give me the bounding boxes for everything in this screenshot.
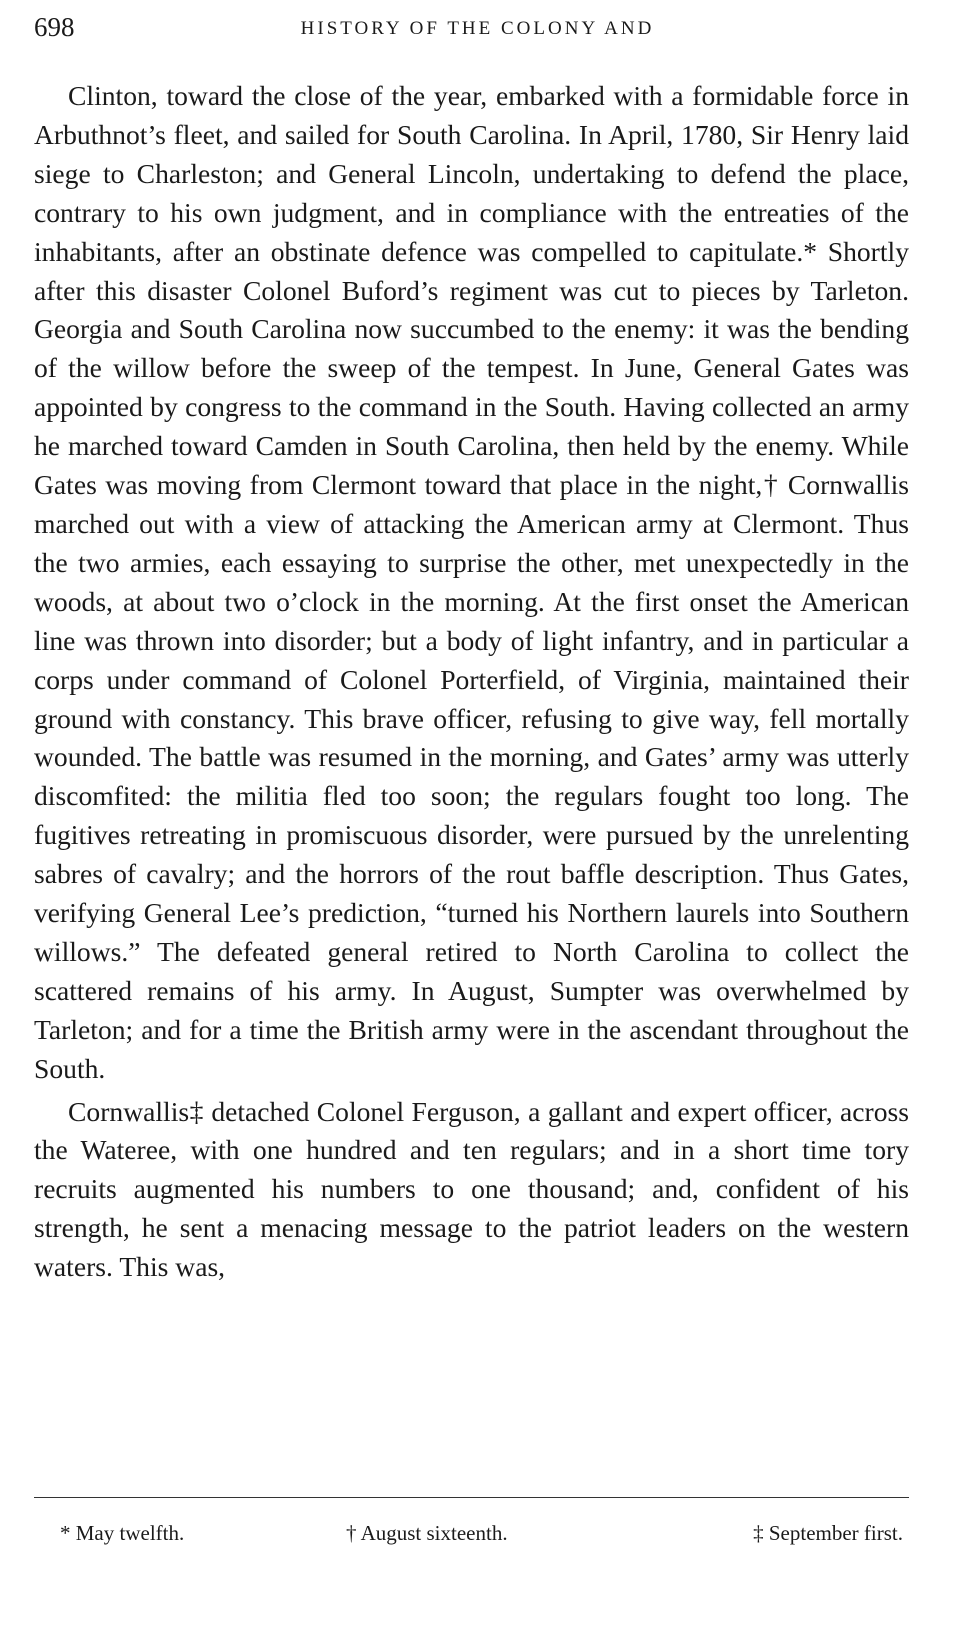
body-text [34, 77, 909, 1287]
footnote: ‡ September first. [753, 1521, 903, 1545]
page-header [34, 12, 921, 48]
footnote: † August sixteenth. [346, 1521, 508, 1545]
footnote: * May twelfth. [60, 1521, 185, 1545]
paragraph: Cornwallis‡ detached Colonel Ferguson, a gallant and expert officer, across the Wateree, with one hundred and ten regulars; and in a short time tory recruits augmented his numbers to one thousand; and, confident of his strength, he sent a menacing message to the patriot leaders on the western waters. This was, [34, 1095, 909, 1283]
footnotes [34, 1521, 909, 1557]
paragraph: Clinton, toward the close of the year, embarked with a formidable force in Arbuthnot’s fleet, and sailed for South Carolina. In April, 1780, Sir Henry laid siege to Charleston; and General Lincoln, undertaking to defend the place, contrary to his own judgment, and in compliance with the entreaties of the inhabitants, after an obstinate defence was compelled to capitulate.* Shortly after this disaster Colonel Buford’s regiment was cut to pieces by Tarleton. Georgia and South Carolina now succumbed to the enemy: it was the bending of the willow before the sweep of the tempest. In June, General Gates was appointed by congress to the command in the South. Having collected an army he marched toward Camden in South Carolina, then held by the enemy. While Gates was moving from Clermont toward that place in the night,† Cornwallis marched out with a view of attacking the American army at Clermont. Thus the two armies, each essaying to surprise the other, met unexpectedly in the woods, at about two o’clock in the morning. At the first onset the American line was thrown into disorder; but a body of light infantry, and in particular a corps under command of Colonel Porterfield, of Virginia, maintained their ground with constancy. This brave officer, refusing to give way, fell mortally wounded. The battle was resumed in the morning, and Gates’ army was utterly discomfited: the militia fled too soon; the regulars fought too long. The fugitives retreating in promiscuous disorder, were pursued by the unrelenting sabres of cavalry; and the horrors of the rout baffle description. Thus Gates, verifying General Lee’s prediction, “turned his Northern laurels into Southern willows.” The defeated general retired to North Carolina to collect the scattered remains of his army. In August, Sumpter was overwhelmed by Tarleton; and for a time the British army were in the ascendant throughout the South. [34, 80, 909, 1084]
running-title: HISTORY OF THE COLONY AND [300, 18, 655, 39]
footnote-divider [34, 1497, 909, 1498]
page-number: 698 [34, 12, 75, 42]
